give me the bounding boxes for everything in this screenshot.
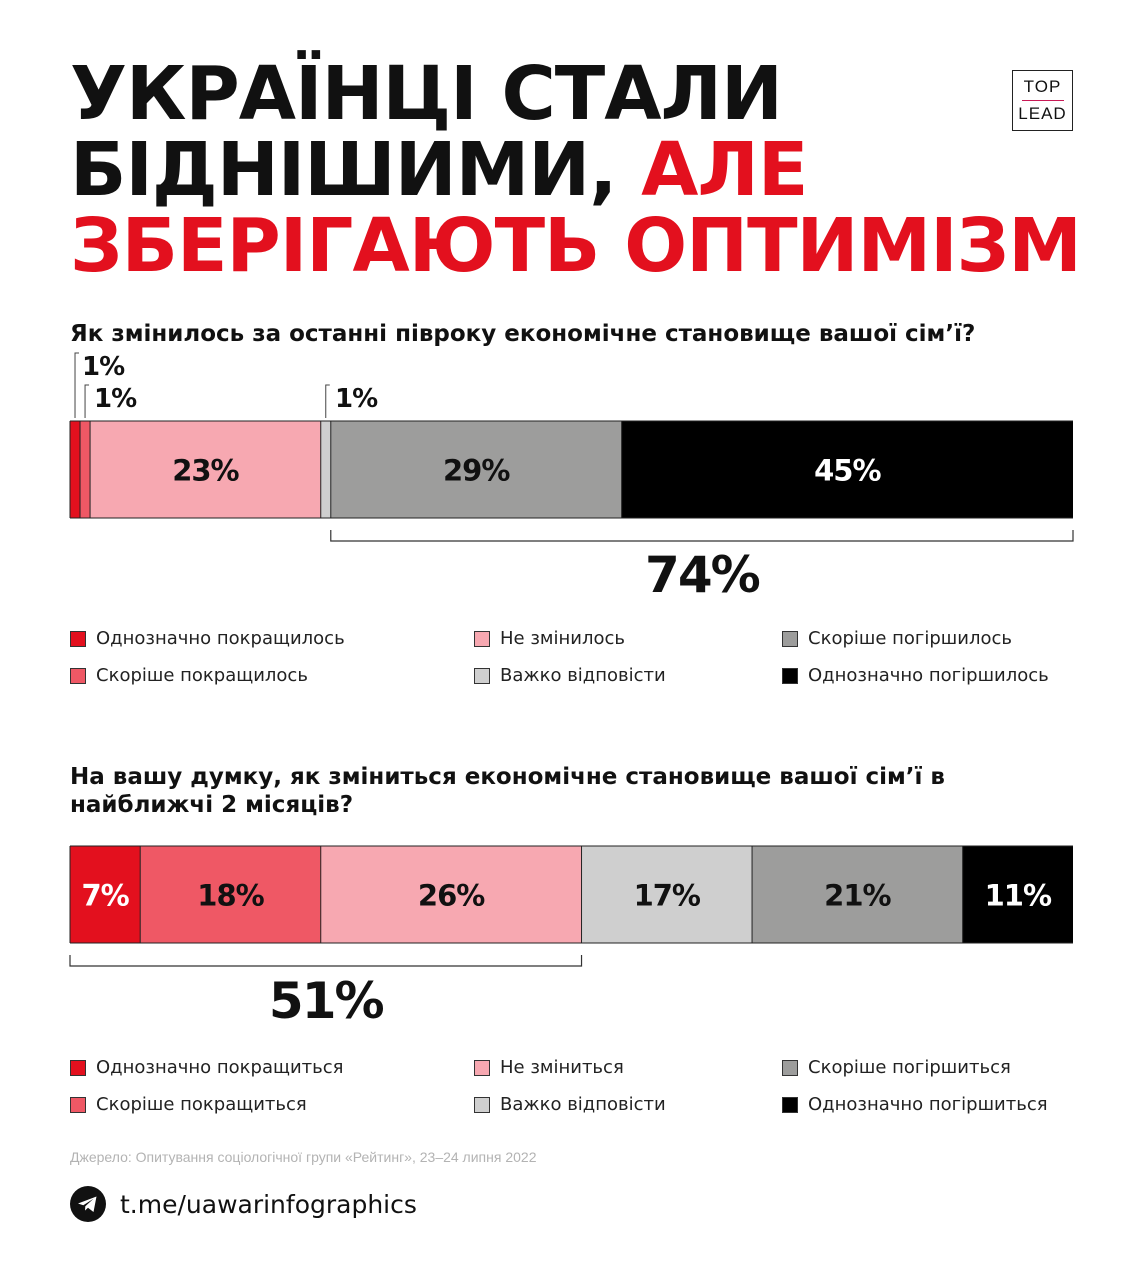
chart-1-legend-item xyxy=(474,665,666,686)
chart-2-bracket-total: 51% xyxy=(268,972,383,1030)
telegram-icon xyxy=(70,1186,106,1222)
chart-2-title: На вашу думку, як зміниться економічне становище вашої сім’ї в найближчі 2 місяців? xyxy=(70,764,945,818)
chart-2-data-label-4: 17% xyxy=(633,878,700,913)
chart-2-data-label-1: 7% xyxy=(81,878,129,913)
chart-2-bracket xyxy=(70,955,582,966)
chart-1-bracket xyxy=(331,530,1073,541)
title-line-2-red: АЛЕ xyxy=(641,127,808,213)
legend-swatch xyxy=(70,1060,86,1076)
legend-swatch xyxy=(782,631,798,647)
chart-2-legend-item xyxy=(474,1094,666,1115)
chart-2-data-label-2: 18% xyxy=(197,878,264,913)
legend-swatch xyxy=(70,668,86,684)
chart-1-bar-segment-2 xyxy=(80,421,90,518)
chart-1-leader-line-4 xyxy=(326,385,330,418)
chart-1-data-label-3: 23% xyxy=(172,453,239,488)
chart-2-legend-item xyxy=(70,1094,307,1115)
chart-1-bar-segment-4 xyxy=(321,421,331,518)
chart-2-data-label-6: 11% xyxy=(984,878,1052,913)
legend-label: Важко відповісти xyxy=(500,665,666,686)
legend-label: Однозначно покращиться xyxy=(96,1057,344,1078)
chart-1-bar-segment-1 xyxy=(70,421,80,518)
legend-swatch xyxy=(782,1097,798,1113)
chart-2-data-label-5: 21% xyxy=(824,878,891,913)
legend-label: Скоріше погіршилось xyxy=(808,628,1013,649)
chart-2-legend-item xyxy=(474,1057,624,1078)
legend-label: Однозначно погіршилось xyxy=(808,665,1049,686)
legend-swatch xyxy=(474,1097,490,1113)
chart-1-bracket-total: 74% xyxy=(645,546,759,604)
footer xyxy=(70,1186,417,1222)
legend-label: Не зміниться xyxy=(500,1057,624,1078)
legend-swatch xyxy=(782,668,798,684)
legend-label: Не змінилось xyxy=(500,628,625,649)
chart-2-legend-item xyxy=(782,1057,1011,1078)
chart-2-data-label-3: 26% xyxy=(417,878,485,913)
chart-1-leader-line-2 xyxy=(85,385,89,418)
chart-2-legend-item xyxy=(782,1094,1048,1115)
telegram-channel-link[interactable]: t.me/uawarinfographics xyxy=(120,1189,417,1219)
chart-2-legend-item xyxy=(70,1057,343,1078)
title-line-1: УКРАЇНЦІ СТАЛИ xyxy=(70,51,782,137)
source-note: Джерело: Опитування соціологічної групи «Рейтинг», 23–24 липня 2022 xyxy=(70,1149,537,1165)
legend-label: Однозначно покращилось xyxy=(96,628,345,649)
legend-swatch xyxy=(474,1060,490,1076)
chart-1-legend-item xyxy=(70,665,308,686)
legend-swatch xyxy=(474,668,490,684)
title-line-2-black: БІДНІШИМИ, xyxy=(70,127,617,213)
chart-1-legend-item xyxy=(782,665,1049,686)
legend-swatch xyxy=(782,1060,798,1076)
chart-1-legend-item xyxy=(474,628,625,649)
chart-1-data-label-5: 29% xyxy=(443,453,510,488)
chart-1-data-label-4: 1% xyxy=(335,384,378,414)
legend-label: Однозначно погіршиться xyxy=(808,1094,1048,1115)
legend-label: Скоріше погіршиться xyxy=(808,1057,1011,1078)
chart-1-data-label-1: 1% xyxy=(82,352,125,382)
legend-swatch xyxy=(70,631,86,647)
legend-label: Скоріше покращиться xyxy=(96,1094,307,1115)
chart-1-legend-item xyxy=(782,628,1012,649)
logo-bottom-text: LEAD xyxy=(1018,104,1067,124)
legend-swatch xyxy=(70,1097,86,1113)
legend-swatch xyxy=(474,631,490,647)
logo-top-text: TOP xyxy=(1023,76,1062,96)
chart-1-title: Як змінилось за останні півроку економічне становище вашої сім’ї? xyxy=(70,321,976,347)
chart-1-legend-item xyxy=(70,628,345,649)
chart-1-leader-line-1 xyxy=(75,353,79,418)
title-line-3: ЗБЕРІГАЮТЬ ОПТИМІЗМ xyxy=(70,203,1081,289)
chart-1-data-label-6: 45% xyxy=(814,453,881,488)
chart-1-data-label-2: 1% xyxy=(94,384,137,414)
legend-label: Важко відповісти xyxy=(500,1094,666,1115)
legend-label: Скоріше покращилось xyxy=(96,665,308,686)
